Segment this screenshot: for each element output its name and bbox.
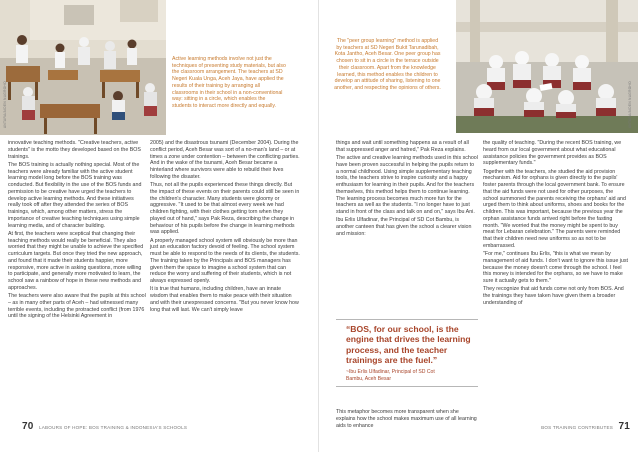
paragraph: They recognize that aid funds come not only from BOS. And the trainings they have taken have given them a broader understanding of [483,286,624,306]
paragraph: A properly managed school system will obviously be more than just an education factory devoid of feeling. The school system must be able to respond to the needs of its clients, the students. The training taken by the Principals and BOS managers has given them the space to imagine a school system that can reduce the worry and suffering of their students, which is not always expressed openly. [150,237,300,284]
paragraph: things and wait until something happens as a result of all that suppressed anger and hatred," Pak Reza explains. [336,140,469,153]
right-footer [541,421,630,432]
body-column-1 [336,140,478,239]
body-column-1-continued [336,409,478,431]
footer-title: BOS TRAINING CONTRIBUTES [541,425,613,430]
classroom-photo [0,0,166,135]
page-number: 71 [618,421,630,432]
page-number: 70 [22,421,34,432]
paragraph: Thus, not all the pupils experienced these things directly. But the impact of these events on their parents could still be seen in the children's character. Many students were gloomy or aggressive. "It used to be that almost every week we had children fighting, with their clothes getting torn when they played out of hand," says Pak Reza, describing the change in behaviour of his pupils before the change in learning methods was applied. [150,182,300,236]
right-page [319,0,638,452]
classroom-illustration [0,0,166,135]
paragraph: It is true that humans, including children, have an innate wisdom that enables them to make peace with their situation and with their unexpressed concerns. "But you never know how long that will last. We can't simply leave [150,286,299,313]
photo-credit: ANTARA/AIDEN NUGROHO [628,81,632,128]
paragraph: This metaphor becomes more transparent when she explains how the school makes maximum use of all learning aids to enhance [336,409,477,429]
paragraph: The teachers were also aware that the pupils at this school – as in many other parts of Aceh – had witnessed many terrible events, including the protracted conflict (from 1976 until the signing of the Helsinki Agreement in [8,293,146,320]
terrace-illustration [456,0,638,133]
body-column-2 [150,140,300,315]
paragraph: 2005) and the disastrous tsunami (December 2004). During the conflict period, Aceh Besar was sort of a no-man's land – or at times a zone under contention – between the conflicting parties. And in the wake of the tsunami, Aceh Besar became a hinterland where survivors were able to rebuild their lives following the disaster. [150,140,300,180]
pull-quote [336,319,478,387]
paragraph: innovative teaching methods. "Creative teachers, active students" is the motto they developed based on the BOS trainings. [8,140,141,160]
quote-attribution-line: ~Ibu Erlis Ulfadinar, Principal of SD Cot [346,368,435,375]
footer-title: LABOURS OF HOPE: BOS TRAINING & INDONESIA'S SCHOOLS [39,425,188,430]
paragraph: Ibu Erlis Ulfadinar, the Principal of SD Cot Bambu, is another canteen that has given the school a clearer vision and mission: [336,217,472,237]
quote-text: “BOS, for our school, is the engine that drives the learning process, and the teacher trainings are the fuel.” [346,323,471,366]
paragraph: "For me," continues Ibu Erlis, "this is what we mean by management of aid funds. I don't want to ignore this issue just because the money doesn't come through the school. I feel this money is intended for the orphans, so we have to make sure it actually gets to them." [483,251,628,284]
paragraph: The active and creative learning methods used in this school have been proven successful in helping the pupils return to a normal childhood. Using simple supplementary teaching tools, the teachers strive to inspire curiosity and a happy enthusiasm for learning in their pupils. And for the teachers themselves, this method helps them to continue learning. The learning process becomes much more fun for the teachers as well as the students. "I no longer have to just stand in front of the class and talk on and on," says Ibu Ani. [336,155,478,215]
terrace-photo [456,0,638,133]
quote-attribution [346,369,474,382]
photo-credit: ANTARA/AIDEN NUGROHO [3,81,7,128]
photo-caption: Active learning methods involve not just the techniques of presenting study materials, but also the classroom arrangement. The teachers at SD Negeri Kuala Unga, Aceh Jaya, have applied the results of their training by arranging all classrooms in their school in a non-conventional way: sitting in a circle, which enables the students to interact more directly and equally. [172,56,286,109]
quote-attribution-line: Bambu, Aceh Besar [346,375,392,382]
paragraph: Together with the teachers, she studied the aid provision mechanism. Aid for orphans is given directly to the pupils' foster parents through the local government bank. To ensure that the aid funds were not used for other purposes, the school summoned the parents receiving the orphans' aid and urged them to think about uniforms, shoes and books for the children. This was important, because the previous year the orphan assistance funds arrived right before the fasting month. "We worried that the money might be spent to buy meat for Lebaran celebration." The parents were reminded that their children need new uniforms so as not to be embarrassed. [483,168,626,249]
paragraph: the quality of teaching. "During the recent BOS training, we heard from our local government about what educational assistance policies the government provides as BOS supplementary funds." [483,140,622,167]
photo-caption: The "peer group learning" method is applied by teachers at SD Negeri Bukit Tarunadibah, Kota Jantho, Aceh Besar. One peer group has chosen to sit in a circle in the terrace outside their classroom. Apart from the knowledge learned, this method enables the children to develop an attitude of sharing, listening to one another, and respecting the opinions of others. [334,38,441,91]
body-column-2 [483,140,629,308]
paragraph: The BOS training is actually nothing special. Most of the teachers were already familiar with the active student learning model long before the BOS training was conducted. But flexibility in the use of the BOS funds and permission to be creative have urged the teachers to develop active learning methods. And these initiatives really took off after they attended the series of BOS trainings, which, among other matters, stress the importance of creative teaching techniques using simple learning media, and of character building. [8,161,142,229]
body-column-1 [8,140,146,322]
quote-rule-bottom [336,386,478,387]
paragraph: At first, the teachers were sceptical that changing their teaching methods would really be beneficial. They also worried that they might be unable to achieve the specified curriculum targets. But once they tried the new approach, and found that it made their students happier, more responsive, more active in asking questions, more willing to participate, and generally more motivated to learn, the school saw a rainbow of hope in these new methods and approaches. [8,230,144,291]
left-footer [22,421,187,432]
